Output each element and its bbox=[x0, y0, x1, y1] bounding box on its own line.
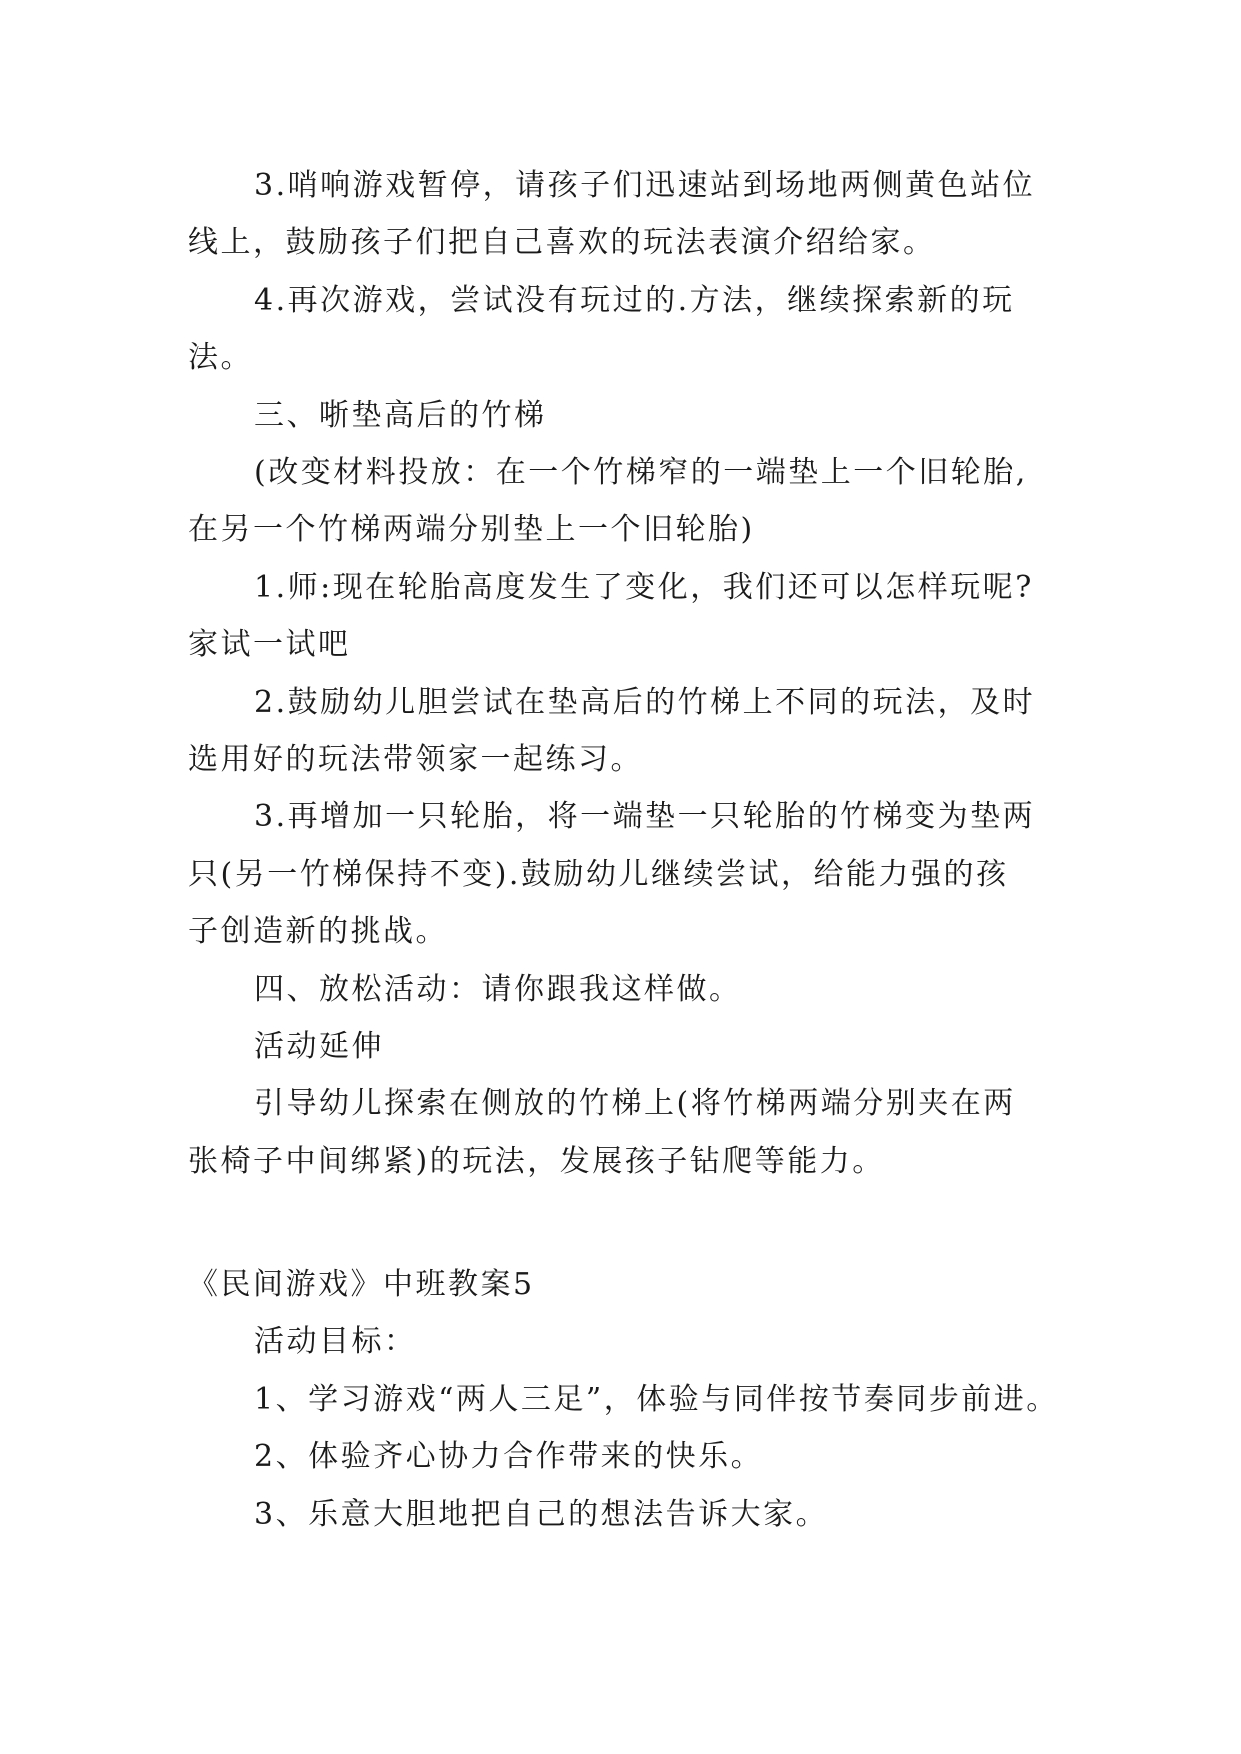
section-heading: 活动目标： bbox=[254, 1324, 417, 1359]
paragraph-line: 只(另一竹梯保持不变).鼓励幼儿继续尝试，给能力强的孩 bbox=[188, 857, 1009, 892]
paragraph-line: 张椅子中间绑紧)的玩法，发展孩子钻爬等能力。 bbox=[188, 1144, 885, 1179]
paragraph-line: 子创造新的挑战。 bbox=[188, 914, 448, 949]
paragraph-line: 在另一个竹梯两端分别垫上一个旧轮胎) bbox=[188, 512, 755, 547]
paragraph-line: 引导幼儿探索在侧放的竹梯上(将竹梯两端分别夹在两 bbox=[254, 1086, 1016, 1121]
document-title: 《民间游戏》中班教案5 bbox=[188, 1267, 535, 1302]
section-heading: 三、哳垫高后的竹梯 bbox=[254, 398, 547, 433]
paragraph-line: 4.再次游戏，尝试没有玩过的.方法，继续探索新的玩 bbox=[254, 283, 1015, 318]
paragraph-line: 选用好的玩法带领家一起练习。 bbox=[188, 742, 643, 777]
list-item: 3、乐意大胆地把自己的想法告诉大家。 bbox=[254, 1497, 829, 1532]
paragraph-line: 线上，鼓励孩子们把自己喜欢的玩法表演介绍给家。 bbox=[188, 225, 936, 260]
paragraph-line: 3.再增加一只轮胎，将一端垫一只轮胎的竹梯变为垫两 bbox=[254, 799, 1036, 834]
paragraph-line: 2.鼓励幼儿胆尝试在垫高后的竹梯上不同的玩法，及时 bbox=[254, 685, 1036, 720]
section-heading: 四、放松活动：请你跟我这样做。 bbox=[254, 972, 742, 1007]
paragraph-line: 1.师:现在轮胎高度发生了变化，我们还可以怎样玩呢? bbox=[254, 570, 1034, 605]
list-item: 1、学习游戏“两人三足”，体验与同伴按节奏同步前进。 bbox=[254, 1382, 1059, 1417]
list-item: 2、体验齐心协力合作带来的快乐。 bbox=[254, 1439, 764, 1474]
paragraph-line: (改变材料投放：在一个竹梯窄的一端垫上一个旧轮胎, bbox=[254, 455, 1028, 490]
paragraph-line: 3.哨响游戏暂停，请孩子们迅速站到场地两侧黄色站位 bbox=[254, 168, 1036, 203]
paragraph-line: 家试一试吧 bbox=[188, 627, 351, 662]
paragraph-line: 法。 bbox=[188, 340, 253, 375]
section-heading: 活动延伸 bbox=[254, 1029, 384, 1064]
